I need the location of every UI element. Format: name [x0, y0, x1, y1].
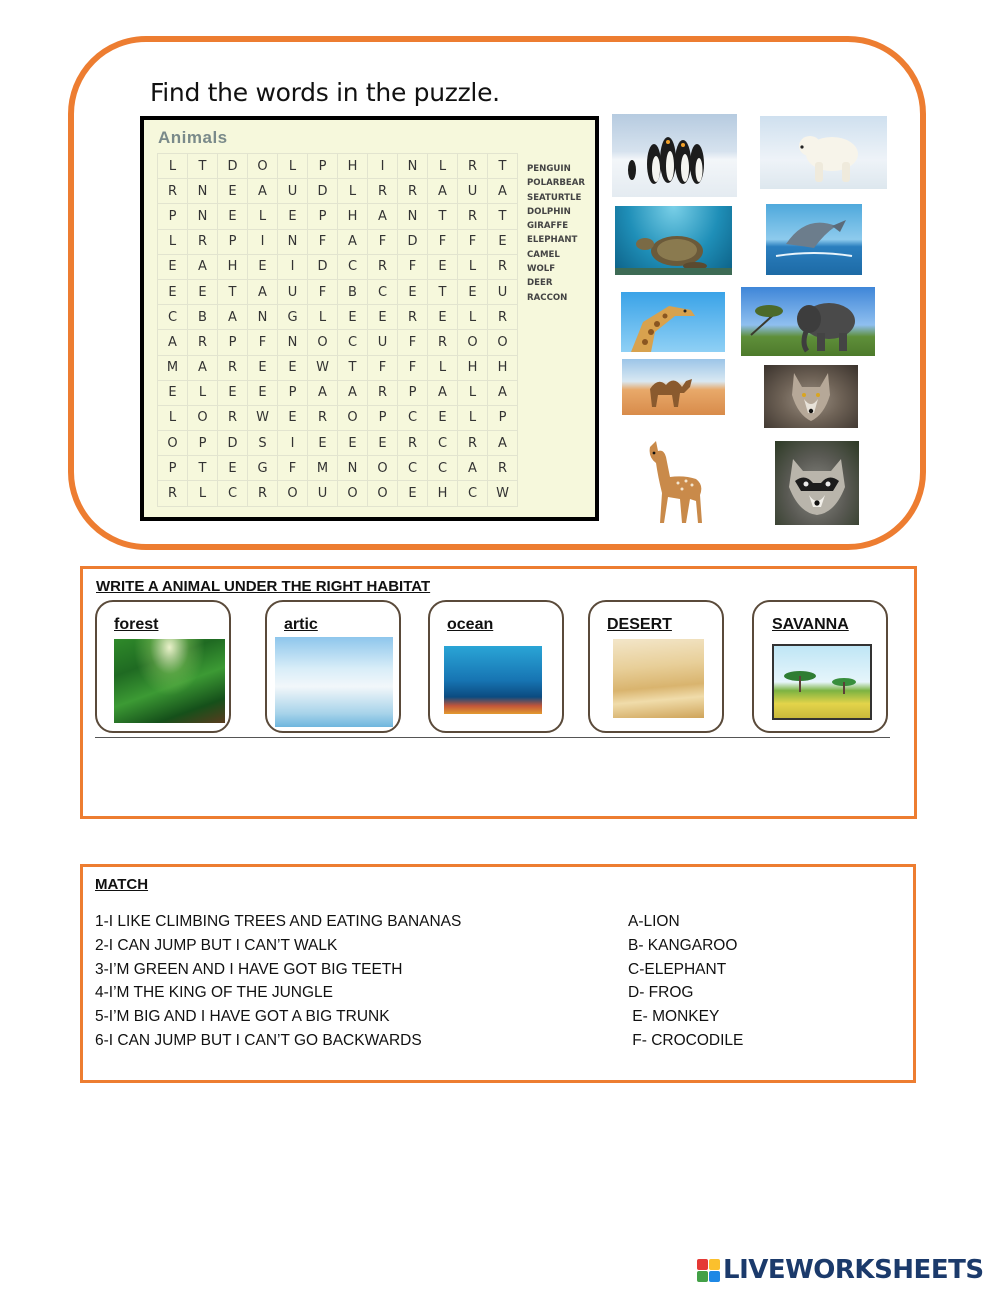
grid-cell[interactable]: E [398, 481, 428, 506]
habitat-card-forest[interactable] [95, 600, 231, 733]
grid-cell[interactable]: F [308, 280, 338, 305]
habitat-label-forest: forest [114, 616, 159, 633]
grid-cell[interactable]: E [428, 255, 458, 280]
grid-cell[interactable]: P [218, 230, 248, 255]
logo-square [697, 1271, 708, 1282]
word-list [527, 162, 585, 305]
grid-cell[interactable]: D [218, 431, 248, 456]
habitat-card-artic[interactable] [265, 600, 401, 733]
word-list-item: DEER [527, 278, 553, 289]
grid-cell[interactable]: E [218, 381, 248, 406]
grid-cell[interactable]: O [458, 330, 488, 355]
habitat-label-desert: DESERT [607, 616, 672, 633]
match-answer[interactable]: B- KANGAROO [628, 936, 738, 954]
grid-cell[interactable]: L [428, 356, 458, 381]
grid-cell[interactable]: A [188, 255, 218, 280]
logo-text: LIVEWORKSHEETS [723, 1255, 984, 1285]
grid-cell[interactable]: D [308, 255, 338, 280]
habitat-card-desert[interactable] [588, 600, 724, 733]
grid-cell[interactable]: A [428, 381, 458, 406]
grid-cell[interactable]: D [308, 179, 338, 204]
grid-cell[interactable]: R [218, 406, 248, 431]
grid-cell[interactable]: E [158, 280, 188, 305]
puzzle-title: Animals [158, 128, 228, 147]
grid-cell[interactable]: T [218, 280, 248, 305]
grid-cell[interactable]: U [458, 179, 488, 204]
grid-cell[interactable]: C [428, 456, 458, 481]
match-answer[interactable]: C-ELEPHANT [628, 960, 727, 978]
match-sentence: 6-I CAN JUMP BUT I CAN’T GO BACKWARDS [95, 1031, 422, 1049]
grid-cell[interactable]: A [488, 381, 518, 406]
grid-cell[interactable]: E [398, 280, 428, 305]
grid-cell[interactable]: O [188, 406, 218, 431]
grid-cell[interactable]: E [188, 280, 218, 305]
grid-cell[interactable]: F [248, 330, 278, 355]
match-sentence: 2-I CAN JUMP BUT I CAN’T WALK [95, 936, 338, 954]
grid-cell[interactable]: A [338, 230, 368, 255]
grid-cell[interactable]: E [278, 406, 308, 431]
elephant-photo [741, 287, 875, 356]
dolphin-photo [766, 204, 862, 275]
grid-cell[interactable]: E [158, 381, 188, 406]
grid-cell[interactable]: C [428, 431, 458, 456]
grid-cell[interactable]: E [428, 406, 458, 431]
grid-cell[interactable]: M [158, 356, 188, 381]
grid-cell[interactable]: T [338, 356, 368, 381]
grid-cell[interactable]: R [488, 456, 518, 481]
match-answer[interactable]: D- FROG [628, 984, 694, 1002]
grid-cell[interactable]: H [338, 204, 368, 229]
grid-cell[interactable]: E [488, 230, 518, 255]
grid-cell[interactable]: A [158, 330, 188, 355]
word-search-puzzle [140, 116, 599, 521]
grid-cell[interactable]: R [188, 330, 218, 355]
grid-cell[interactable]: D [218, 154, 248, 179]
grid-cell[interactable]: A [218, 305, 248, 330]
grid-cell[interactable]: C [158, 305, 188, 330]
grid-cell[interactable]: R [368, 179, 398, 204]
grid-cell[interactable]: L [458, 255, 488, 280]
grid-cell[interactable]: O [338, 406, 368, 431]
grid-cell[interactable]: R [158, 179, 188, 204]
grid-cell[interactable]: P [158, 456, 188, 481]
grid-cell[interactable]: A [488, 431, 518, 456]
grid-cell[interactable]: T [188, 456, 218, 481]
logo-square [709, 1259, 720, 1270]
grid-cell[interactable]: E [368, 431, 398, 456]
grid-cell[interactable]: E [338, 305, 368, 330]
grid-cell[interactable]: C [398, 406, 428, 431]
grid-cell[interactable]: E [248, 381, 278, 406]
grid-cell[interactable]: R [308, 406, 338, 431]
grid-cell[interactable]: C [368, 280, 398, 305]
grid-cell[interactable]: U [278, 179, 308, 204]
grid-cell[interactable]: M [308, 456, 338, 481]
grid-cell[interactable]: F [278, 456, 308, 481]
grid-cell[interactable]: O [158, 431, 188, 456]
grid-cell[interactable]: N [338, 456, 368, 481]
grid-cell[interactable]: T [428, 280, 458, 305]
grid-cell[interactable]: L [428, 154, 458, 179]
grid-cell[interactable]: O [278, 481, 308, 506]
match-section-title: MATCH [95, 876, 149, 893]
grid-cell[interactable]: A [188, 356, 218, 381]
grid-cell[interactable]: N [278, 330, 308, 355]
grid-cell[interactable]: A [458, 456, 488, 481]
logo-mark-icon [697, 1259, 720, 1282]
grid-cell[interactable]: L [458, 381, 488, 406]
match-sentence: 5-I’M BIG AND I HAVE GOT A BIG TRUNK [95, 1008, 390, 1026]
grid-cell[interactable]: R [488, 305, 518, 330]
grid-cell[interactable]: P [158, 204, 188, 229]
logo-square [697, 1259, 708, 1270]
grid-cell[interactable]: T [188, 154, 218, 179]
grid-cell[interactable]: B [188, 305, 218, 330]
word-list-item: POLARBEAR [527, 178, 586, 189]
grid-cell[interactable]: A [428, 179, 458, 204]
ocean-image [444, 646, 542, 714]
grid-cell[interactable]: N [188, 179, 218, 204]
word-list-item: DOLPHIN [527, 206, 571, 217]
grid-cell[interactable]: C [338, 255, 368, 280]
grid-cell[interactable]: E [278, 204, 308, 229]
grid-cell[interactable]: E [248, 356, 278, 381]
liveworksheets-logo [697, 1255, 984, 1285]
grid-cell[interactable]: A [308, 381, 338, 406]
grid-cell[interactable]: W [248, 406, 278, 431]
match-answer[interactable]: F- CROCODILE [628, 1031, 744, 1049]
raccoon-photo [775, 441, 859, 525]
grid-cell[interactable]: G [278, 305, 308, 330]
grid-cell[interactable]: R [458, 204, 488, 229]
grid-cell[interactable]: A [488, 179, 518, 204]
grid-cell[interactable]: T [488, 154, 518, 179]
grid-cell[interactable]: R [458, 154, 488, 179]
grid-cell[interactable]: C [218, 481, 248, 506]
grid-cell[interactable]: C [458, 481, 488, 506]
grid-cell[interactable]: I [368, 154, 398, 179]
grid-cell[interactable]: L [248, 204, 278, 229]
desert-image [613, 639, 704, 718]
grid-cell[interactable]: F [428, 230, 458, 255]
grid-cell[interactable]: R [398, 305, 428, 330]
grid-cell[interactable]: N [398, 204, 428, 229]
grid-cell[interactable]: P [278, 381, 308, 406]
grid-cell[interactable]: L [158, 154, 188, 179]
habitat-section-title: WRITE A ANIMAL UNDER THE RIGHT HABITAT [96, 578, 431, 595]
letter-grid [157, 153, 518, 507]
habitat-card-ocean[interactable] [428, 600, 564, 733]
habitat-label-artic: artic [284, 616, 318, 633]
savanna-image [772, 644, 872, 720]
grid-cell[interactable]: F [398, 356, 428, 381]
camel-photo [622, 359, 725, 415]
wolf-photo [764, 365, 858, 428]
grid-cell[interactable]: F [368, 356, 398, 381]
grid-cell[interactable]: A [368, 204, 398, 229]
grid-cell[interactable]: E [158, 255, 188, 280]
match-answer[interactable]: E- MONKEY [628, 1008, 720, 1026]
grid-cell[interactable]: A [248, 280, 278, 305]
grid-cell[interactable]: P [368, 406, 398, 431]
word-list-item: ELEPHANT [527, 235, 578, 246]
grid-cell[interactable]: L [158, 406, 188, 431]
grid-cell[interactable]: O [308, 330, 338, 355]
grid-cell[interactable]: P [398, 381, 428, 406]
grid-cell[interactable]: R [368, 381, 398, 406]
grid-cell[interactable]: R [368, 255, 398, 280]
grid-cell[interactable]: E [308, 431, 338, 456]
grid-cell[interactable]: H [458, 356, 488, 381]
grid-cell[interactable]: F [398, 255, 428, 280]
grid-cell[interactable]: O [338, 481, 368, 506]
word-list-item: CAMEL [527, 249, 560, 260]
grid-cell[interactable]: R [398, 431, 428, 456]
grid-cell[interactable]: P [488, 406, 518, 431]
match-sentences [95, 910, 461, 1053]
grid-cell[interactable]: R [458, 431, 488, 456]
grid-cell[interactable]: W [488, 481, 518, 506]
grid-cell[interactable]: L [308, 305, 338, 330]
grid-cell[interactable]: U [278, 280, 308, 305]
grid-cell[interactable]: F [458, 230, 488, 255]
grid-cell[interactable]: E [218, 456, 248, 481]
grid-cell[interactable]: P [308, 204, 338, 229]
habitat-label-ocean: ocean [447, 616, 494, 633]
grid-cell[interactable]: N [188, 204, 218, 229]
grid-cell[interactable]: O [368, 456, 398, 481]
match-answers [628, 910, 743, 1053]
grid-cell[interactable]: L [458, 406, 488, 431]
grid-cell[interactable]: E [368, 305, 398, 330]
grid-cell[interactable]: N [278, 230, 308, 255]
word-list-item: RACCON [527, 292, 568, 303]
giraffe-photo [621, 292, 725, 352]
grid-cell[interactable]: L [338, 179, 368, 204]
grid-cell[interactable]: P [218, 330, 248, 355]
grid-cell[interactable]: E [458, 280, 488, 305]
grid-cell[interactable]: W [308, 356, 338, 381]
grid-cell[interactable]: L [188, 381, 218, 406]
grid-cell[interactable]: P [308, 154, 338, 179]
grid-cell[interactable]: R [248, 481, 278, 506]
grid-cell[interactable]: E [248, 255, 278, 280]
grid-cell[interactable]: D [398, 230, 428, 255]
grid-cell[interactable]: A [248, 179, 278, 204]
grid-cell[interactable]: O [488, 330, 518, 355]
grid-cell[interactable]: H [218, 255, 248, 280]
grid-cell[interactable]: O [248, 154, 278, 179]
grid-cell[interactable]: I [278, 431, 308, 456]
grid-cell[interactable]: R [428, 330, 458, 355]
word-list-item: PENGUIN [527, 164, 571, 174]
grid-cell[interactable]: U [308, 481, 338, 506]
word-list-item: SEATURTLE [527, 192, 582, 203]
grid-cell[interactable]: E [278, 356, 308, 381]
grid-cell[interactable]: C [398, 456, 428, 481]
grid-cell[interactable]: U [368, 330, 398, 355]
habitat-card-savanna[interactable] [752, 600, 888, 733]
grid-cell[interactable]: E [218, 204, 248, 229]
polar-bear-photo [760, 116, 887, 189]
grid-cell[interactable]: H [338, 154, 368, 179]
word-list-item: WOLF [527, 264, 556, 275]
grid-cell[interactable]: R [398, 179, 428, 204]
deer-photo [640, 437, 713, 525]
grid-cell[interactable]: L [458, 305, 488, 330]
grid-cell[interactable]: R [218, 356, 248, 381]
match-answer[interactable]: A-LION [628, 913, 680, 930]
grid-cell[interactable]: U [488, 280, 518, 305]
grid-cell[interactable]: L [158, 230, 188, 255]
match-sentence: 3-I’M GREEN AND I HAVE GOT BIG TEETH [95, 960, 403, 978]
grid-cell[interactable]: R [158, 481, 188, 506]
grid-cell[interactable]: F [398, 330, 428, 355]
grid-cell[interactable]: B [338, 280, 368, 305]
grid-cell[interactable]: E [428, 305, 458, 330]
puzzle-instruction: Find the words in the puzzle. [150, 78, 500, 107]
word-list-item: GIRAFFE [527, 221, 569, 232]
grid-cell[interactable]: I [278, 255, 308, 280]
grid-cell[interactable]: T [428, 204, 458, 229]
grid-cell[interactable]: R [488, 255, 518, 280]
grid-cell[interactable]: N [398, 154, 428, 179]
logo-square [709, 1271, 720, 1282]
arctic-image [275, 637, 393, 727]
grid-cell[interactable]: G [248, 456, 278, 481]
match-sentence: 1-I LIKE CLIMBING TREES AND EATING BANANAS [95, 913, 462, 930]
grid-cell[interactable]: L [278, 154, 308, 179]
grid-cell[interactable]: T [488, 204, 518, 229]
habitat-label-savanna: SAVANNA [772, 616, 849, 633]
grid-cell[interactable]: L [188, 481, 218, 506]
grid-cell[interactable]: O [368, 481, 398, 506]
sea-turtle-photo [615, 206, 732, 275]
grid-cell[interactable]: E [218, 179, 248, 204]
grid-cell[interactable]: F [308, 230, 338, 255]
match-sentence: 4-I’M THE KING OF THE JUNGLE [95, 984, 333, 1002]
forest-image [114, 639, 225, 723]
grid-cell[interactable]: C [338, 330, 368, 355]
grid-cell[interactable]: H [488, 356, 518, 381]
grid-cell[interactable]: A [338, 381, 368, 406]
grid-cell[interactable]: E [338, 431, 368, 456]
penguin-photo [612, 114, 737, 197]
grid-cell[interactable]: F [368, 230, 398, 255]
grid-cell[interactable]: H [428, 481, 458, 506]
grid-cell[interactable]: R [188, 230, 218, 255]
grid-cell[interactable]: S [248, 431, 278, 456]
grid-cell[interactable]: P [188, 431, 218, 456]
grid-cell[interactable]: I [248, 230, 278, 255]
grid-cell[interactable]: N [248, 305, 278, 330]
answer-line [95, 737, 890, 738]
